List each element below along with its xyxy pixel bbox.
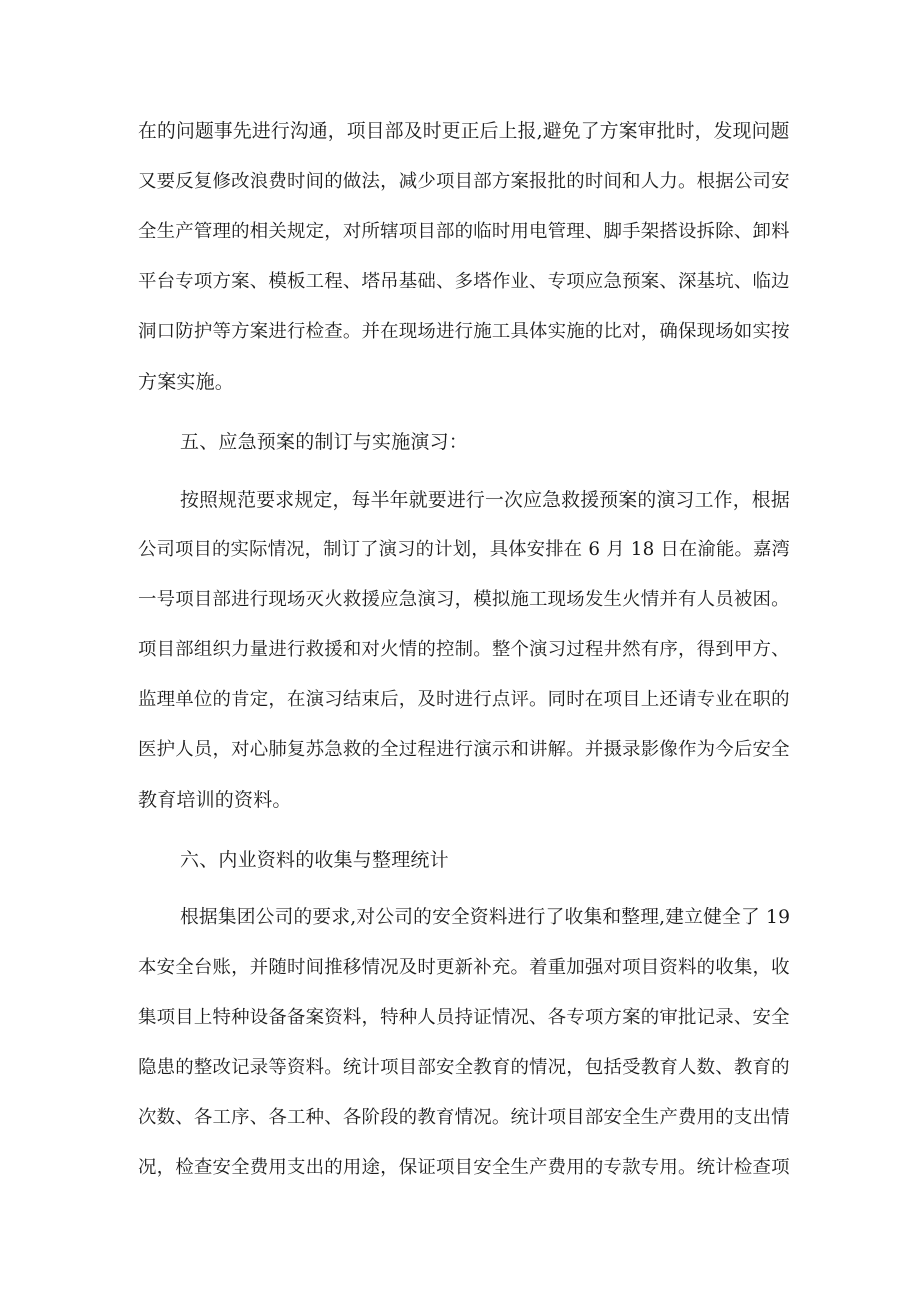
text-line: 本安全台账，并随时间推移情况及时更新补充。着重加强对项目资料的收集，收 — [138, 957, 790, 978]
text-line: 次数、各工序、各工种、各阶段的教育情况。统计项目部安全生产费用的支出情 — [138, 1107, 790, 1128]
text-line: 在的问题事先进行沟通，项目部及时更正后上报,避免了方案审批时，发现问题 — [138, 121, 790, 142]
text-line: 公司项目的实际情况，制订了演习的计划，具体安排在 6 月 18 日在渝能。嘉湾 — [138, 539, 791, 560]
text-line: 根据集团公司的要求,对公司的安全资料进行了收集和整理,建立健全了 19 — [180, 907, 791, 928]
text-line: 教育培训的资料。 — [138, 789, 292, 811]
text-line: 洞口防护等方案进行检查。并在现场进行施工具体实施的比对，确保现场如实按 — [138, 321, 790, 342]
text-line: 全生产管理的相关规定，对所辖项目部的临时用电管理、脚手架搭设拆除、卸料 — [138, 221, 790, 242]
section-heading: 五、应急预案的制订与实施演习： — [180, 431, 469, 453]
text-line: 项目部组织力量进行救援和对火情的控制。整个演习过程井然有序，得到甲方、 — [138, 639, 790, 660]
text-line: 方案实施。 — [138, 371, 235, 393]
text-line: 又要反复修改浪费时间的做法，减少项目部方案报批的时间和人力。根据公司安 — [138, 171, 790, 192]
text-line: 平台专项方案、模板工程、塔吊基础、多塔作业、专项应急预案、深基坑、临边 — [138, 271, 790, 292]
text-line: 一号项目部进行现场灭火救援应急演习，模拟施工现场发生火情并有人员被困。 — [138, 589, 790, 610]
section-heading: 六、内业资料的收集与整理统计 — [180, 849, 449, 871]
text-line: 隐患的整改记录等资料。统计项目部安全教育的情况，包括受教育人数、教育的 — [138, 1057, 790, 1078]
text-line: 监理单位的肯定，在演习结束后，及时进行点评。同时在项目上还请专业在职的 — [138, 689, 790, 710]
text-line: 医护人员，对心肺复苏急救的全过程进行演示和讲解。并摄录影像作为今后安全 — [138, 739, 790, 760]
text-line: 按照规范要求规定，每半年就要进行一次应急救援预案的演习工作，根据 — [180, 489, 790, 511]
text-line: 况，检查安全费用支出的用途，保证项目安全生产费用的专款专用。统计检查项 — [138, 1157, 790, 1178]
text-line: 集项目上特种设备备案资料，特种人员持证情况、各专项方案的审批记录、安全 — [138, 1007, 790, 1028]
